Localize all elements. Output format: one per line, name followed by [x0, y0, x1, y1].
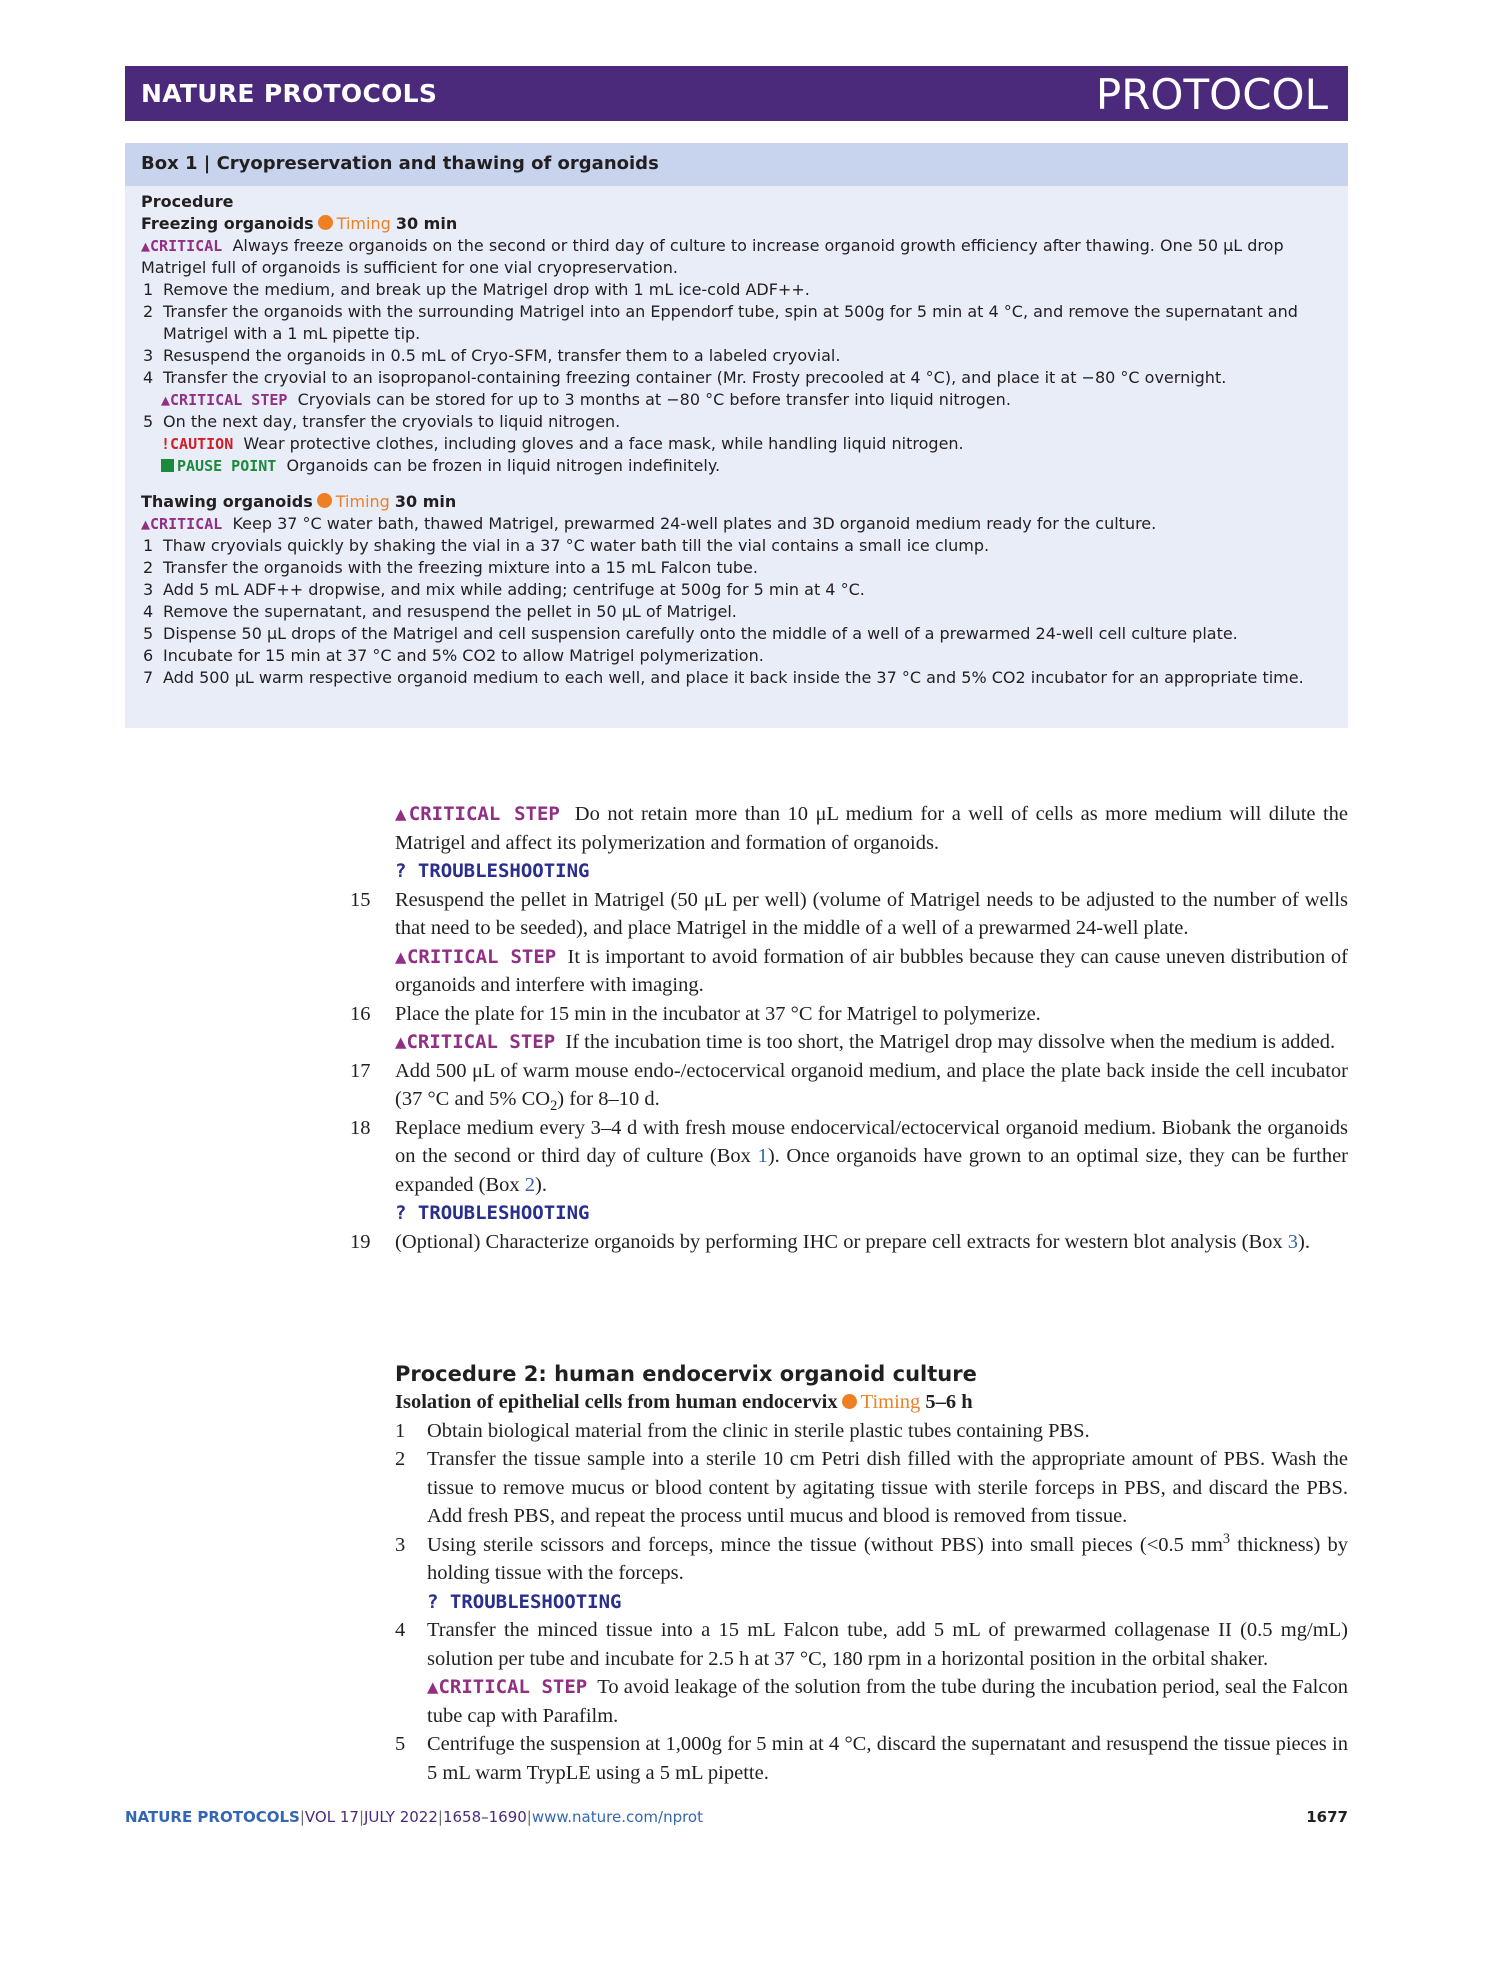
- thawing-step: 3 Add 5 mL ADF++ dropwise, and mix while adding; centrifuge at 500g for 5 min at 4 °C.: [143, 580, 865, 599]
- footer-journal: NATURE PROTOCOLS: [125, 1808, 300, 1826]
- procedure-2-title: Procedure 2: human endocervix organoid culture: [395, 1362, 977, 1386]
- caution-label: !CAUTION: [161, 435, 234, 453]
- troubleshooting-link[interactable]: ? TROUBLESHOOTING: [395, 1202, 590, 1224]
- step-16: 16 Place the plate for 15 min in the incubator at 37 °C for Matrigel to polymerize.: [350, 1002, 1041, 1025]
- freezing-step: 2 Transfer the organoids with the surrounding Matrigel into an Eppendorf tube, spin at 500g for 5 min at 4 °C, and remove the supernatant and Matrigel with a 1 mL pipette tip.: [143, 302, 1298, 343]
- timing-label: Timing: [336, 214, 391, 233]
- freezing-critical: ▲CRITICAL Always freeze organoids on the second or third day of culture to increase organoid growth efficiency after thawing. One 50 μL drop Matrigel full of organoids is sufficient for one vial cryopreservation.: [141, 236, 1284, 277]
- critical-step-note: ▲CRITICAL STEP To avoid leakage of the solution from the tube during the incubation period, seal the Falcon tube cap with Parafilm.: [427, 1676, 1348, 1727]
- thawing-step: 2 Transfer the organoids with the freezing mixture into a 15 mL Falcon tube.: [143, 558, 758, 577]
- thawing-step: 5 Dispense 50 μL drops of the Matrigel and cell suspension carefully onto the middle of a well of a prewarmed 24-well cell culture plate.: [143, 624, 1238, 643]
- box-1: [125, 143, 1348, 728]
- journal-name: NATURE PROTOCOLS: [141, 79, 438, 108]
- step-17: 17 Add 500 μL of warm mouse endo-/ectocervical organoid medium, and place the plate back inside the cell incubator (37 °C and 5% $CO_2$) for 8–10 d.: [350, 1059, 1348, 1115]
- p2-step-2: 2 Transfer the tissue sample into a sterile 10 cm Petri dish filled with the appropriate amount of PBS. Wash the tissue to remove mucus or blood content by agitating tissue with sterile forceps in PBS, and discard the PBS. Add fresh PBS, and repeat the process until mucus and blood is removed from tissue.: [395, 1448, 1348, 1527]
- freezing-step: 3 Resuspend the organoids in 0.5 mL of Cryo-SFM, transfer them to a labeled cryovial.: [143, 346, 841, 365]
- critical-label: ▲CRITICAL: [141, 237, 223, 255]
- freezing-step4-critical: ▲CRITICAL STEP Cryovials can be stored for up to 3 months at −80 °C before transfer into liquid nitrogen.: [161, 390, 1011, 409]
- page-number: 1677: [1306, 1808, 1348, 1826]
- box-1-link[interactable]: 1: [757, 1145, 768, 1167]
- timing-value: 30 min: [395, 214, 458, 233]
- box-3-link[interactable]: 3: [1287, 1230, 1299, 1253]
- p2-step-1: 1 Obtain biological material from the clinic in sterile plastic tubes containing PBS.: [395, 1419, 1090, 1442]
- box-2-link[interactable]: 2: [524, 1173, 536, 1196]
- procedure-1-continued: [350, 800, 1348, 1256]
- box-body: [141, 191, 1336, 689]
- timing-dot-icon: [317, 493, 332, 508]
- procedure-label: Procedure: [141, 192, 234, 211]
- step-18: 18 Replace medium every 3–4 d with fresh mouse endocervical/ectocervical organoid medium. Biobank the organoids on the second or third day of culture (Box 1). Once organoids have grown to an optimal size, they can be further expanded (Box 2).: [350, 1116, 1348, 1196]
- page-footer: NATURE PROTOCOLS|VOL 17|JULY 2022|1658–1690|www.nature.com/nprot 1677: [125, 1808, 1348, 1826]
- timing-dot-icon: [842, 1394, 857, 1409]
- pause-point-note: PAUSE POINT Organoids can be frozen in liquid nitrogen indefinitely.: [141, 455, 1336, 477]
- footer-pages: 1658–1690: [442, 1808, 527, 1826]
- freezing-step: 1 Remove the medium, and break up the Matrigel drop with 1 mL ice-cold ADF++.: [143, 280, 810, 299]
- critical-step-note: ▲CRITICAL STEP It is important to avoid formation of air bubbles because they can cause uneven distribution of organoids and interfere with imaging.: [395, 945, 1348, 996]
- thawing-step: 6 Incubate for 15 min at 37 °C and 5% CO2 to allow Matrigel polymerization.: [143, 646, 764, 665]
- thawing-critical: ▲CRITICAL Keep 37 °C water bath, thawed Matrigel, prewarmed 24-well plates and 3D organoid medium ready for the culture.: [141, 514, 1157, 533]
- procedure-2: [395, 1360, 1348, 1787]
- p2-step-5: 5 Centrifuge the suspension at 1,000g for 5 min at 4 °C, discard the supernatant and resuspend the tissue pieces in 5 mL warm TrypLE using a 5 mL pipette.: [395, 1733, 1348, 1784]
- thawing-step: 7 Add 500 μL warm respective organoid medium to each well, and place it back inside the 37 °C and 5% CO2 incubator for an appropriate time.: [143, 668, 1304, 687]
- article-type: PROTOCOL: [1095, 70, 1328, 119]
- troubleshooting-link[interactable]: ? TROUBLESHOOTING: [427, 1590, 622, 1613]
- box-header: [125, 143, 1348, 186]
- thawing-step: 4 Remove the supernatant, and resuspend the pellet in 50 μL of Matrigel.: [143, 602, 737, 621]
- timing-dot-icon: [318, 215, 333, 230]
- p2-step-3: 3 Using sterile scissors and forceps, mince the tissue (without PBS) into small pieces (<0.5 $mm^3$ thickness) by holding tissue with the forceps.: [395, 1530, 1348, 1584]
- thawing-heading: Thawing organoids Timing 30 min: [141, 492, 457, 511]
- p2-step-4: 4 Transfer the minced tissue into a 15 mL Falcon tube, add 5 mL of prewarmed collagenase II (0.5 mg/mL) solution per tube and incubate for 2.5 h at 37 °C, 180 rpm in a horizontal position in the orbital shaker.: [395, 1619, 1348, 1670]
- pause-label: PAUSE POINT: [177, 457, 277, 475]
- caution-note: !CAUTION Wear protective clothes, including gloves and a face mask, while handling liquid nitrogen.: [161, 434, 964, 453]
- footer-volume: VOL 17: [304, 1808, 359, 1826]
- thawing-step: 1 Thaw cryovials quickly by shaking the vial in a 37 °C water bath till the vial contains a small ice clump.: [143, 536, 990, 555]
- journal-header-bar: [125, 66, 1348, 121]
- pause-square-icon: [161, 459, 174, 472]
- critical-step-note: ▲CRITICAL STEP If the incubation time is too short, the Matrigel drop may dissolve when the medium is added.: [395, 1031, 1336, 1053]
- footer-url-link[interactable]: www.nature.com/nprot: [531, 1808, 703, 1826]
- freezing-heading: Freezing organoids Timing 30 min: [141, 214, 458, 233]
- troubleshooting-link[interactable]: ? TROUBLESHOOTING: [395, 860, 590, 882]
- critical-step-note: ▲CRITICAL STEP Do not retain more than 10 μL medium for a well of cells as more medium will dilute the Matrigel and affect its polymerization and formation of organoids.: [395, 803, 1348, 854]
- step-15: 15 Resuspend the pellet in Matrigel (50 μL per well) (volume of Matrigel needs to be adjusted to the number of wells that need to be seeded), and place Matrigel in the middle of a well of a prewarmed 24-well plate.: [350, 888, 1348, 939]
- procedure-2-subtitle: Isolation of epithelial cells from human endocervix Timing 5–6 h: [395, 1391, 973, 1413]
- footer-date: JULY 2022: [364, 1808, 438, 1826]
- step-19: 19 (Optional) Characterize organoids by performing IHC or prepare cell extracts for western blot analysis (Box 3).: [350, 1230, 1310, 1253]
- box-title: Box 1 | Cryopreservation and thawing of organoids: [141, 153, 659, 174]
- freezing-step: 5 On the next day, transfer the cryovials to liquid nitrogen.: [143, 412, 621, 431]
- freezing-step: 4 Transfer the cryovial to an isopropanol-containing freezing container (Mr. Frosty precooled at 4 °C), and place it at −80 °C overnight.: [143, 368, 1227, 387]
